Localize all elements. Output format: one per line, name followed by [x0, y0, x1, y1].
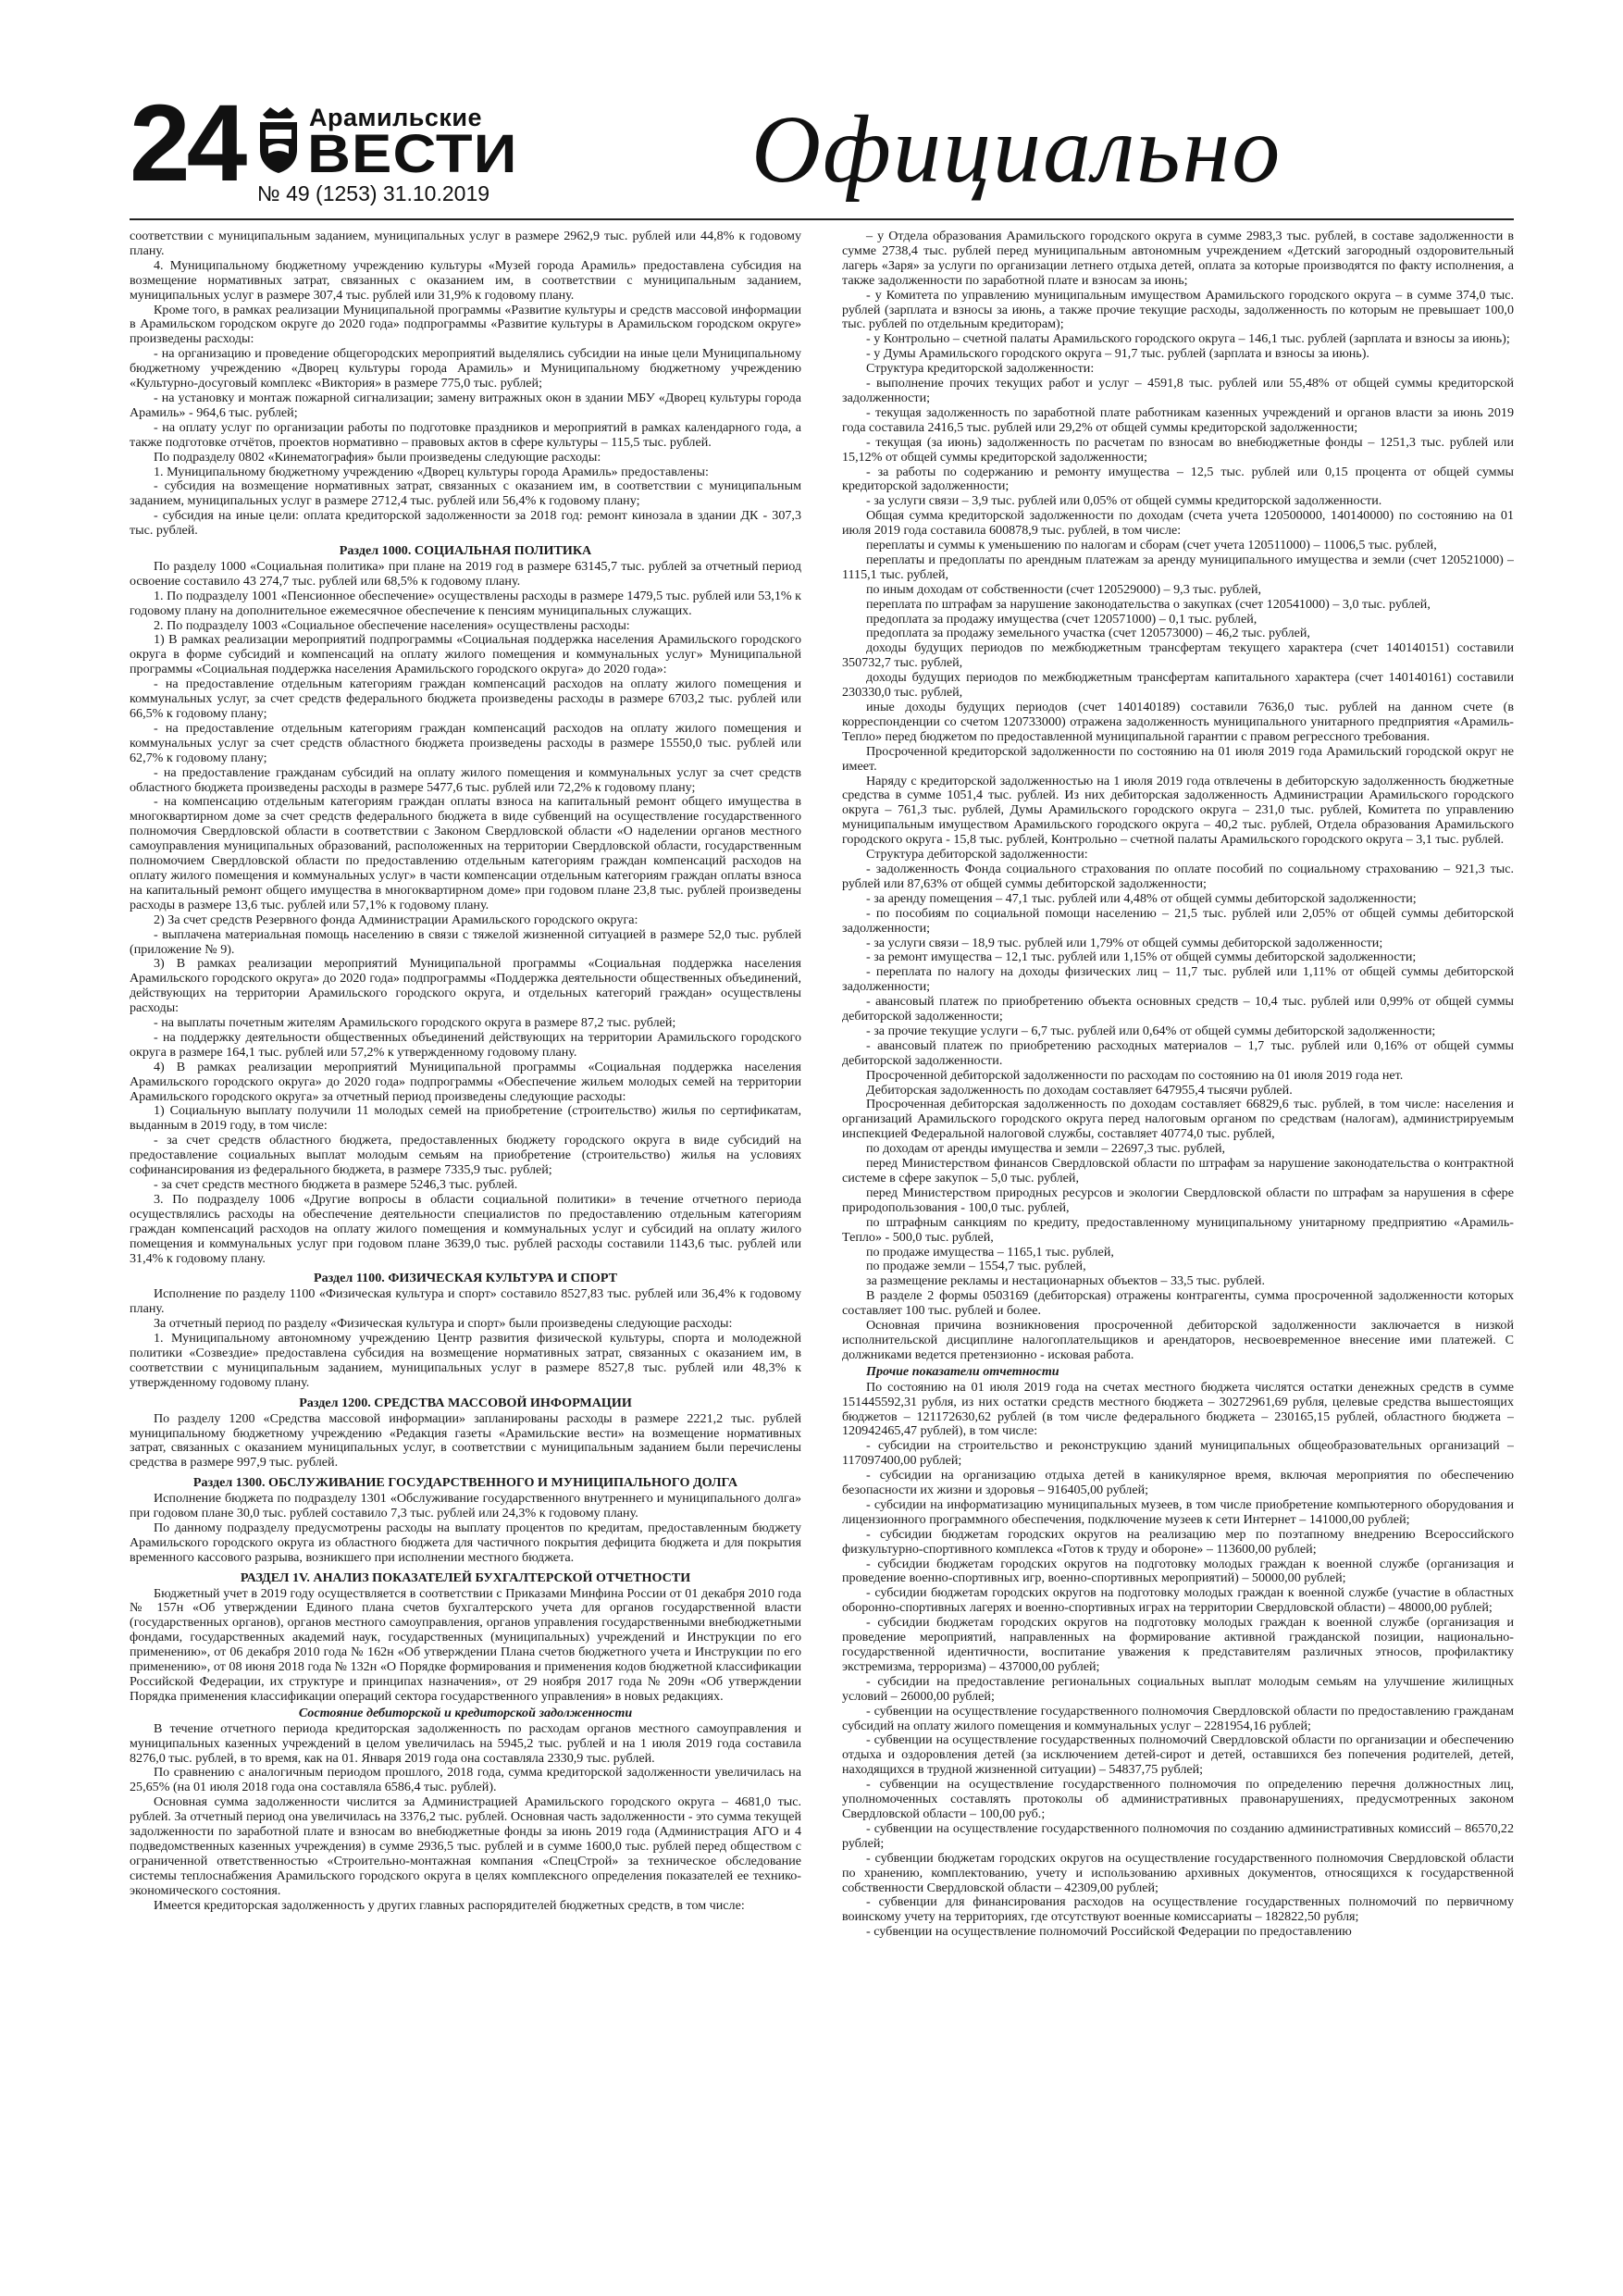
section-heading: Раздел 1000. СОЦИАЛЬНАЯ ПОЛИТИКА — [339, 543, 592, 559]
paragraph: 4) В рамках реализации мероприятий Муниципальной программы «Социальная поддержка населения Арамильского городского округа» до 2020 года» подпрограммы «Обеспечение жильем молодых семей на территории Арамильского городского округа» за отчетный период произведены следующие расходы: — [130, 1059, 801, 1104]
paragraph: - субсидия на иные цели: оплата кредиторской задолженности за 2018 год: ремонт кинозала в здании ДК - 307,3 тыс. рублей. — [130, 508, 801, 539]
paragraph: - авансовый платеж по приобретению объекта основных средств – 10,4 тыс. рублей или 0,99% от общей суммы дебиторской задолженности; — [842, 994, 1514, 1024]
paragraph: - на предоставление отдельным категориям граждан компенсаций расходов на оплату жилого помещения и коммунальных услуг, за счет средств федерального бюджета произведены расходы в размере 6703,2 тыс. рублей или 66,5% к годовому плану; — [130, 676, 801, 721]
paragraph: - субвенции для финансирования расходов на осуществление государственных полномочий по первичному воинскому учету на территориях, где отсутствуют военные комиссариаты – 182822,50 рубля; — [842, 1894, 1514, 1925]
paragraph: - субвенции на осуществление полномочий Российской Федерации по предоставлению — [866, 1924, 1352, 1940]
masthead — [0, 0, 1623, 231]
page-number: 24 — [130, 82, 244, 205]
paragraph: По состоянию на 01 июля 2019 года на счетах местного бюджета числятся остатки денежных средств в сумме 151445592,31 рубля, из них остатки средств местного бюджета – 30272961,69 рубля, целевые средства вышестоящих бюджетов – 121172630,62 рублей (в том числе федерального бюджета – 230165,15 рублей, областного бюджета – 120942465,47 рублей), в том числе: — [842, 1379, 1514, 1439]
paragraph: переплаты и предоплаты по арендным платежам за аренду муниципального имущества и земли (счет 120521000) – 1115,1 тыс. рублей, — [842, 552, 1514, 582]
paragraph: - субсидии на организацию отдыха детей в каникулярное время, включая мероприятия по обеспечению безопасности их жизни и здоровья – 916405,00 рублей; — [842, 1468, 1514, 1498]
paragraph: переплаты и суммы к уменьшению по налогам и сборам (счет учета 120511000) – 11006,5 тыс. рублей, — [866, 538, 1437, 553]
paragraph: предоплата за продажу имущества (счет 120571000) – 0,1 тыс. рублей, — [866, 611, 1258, 627]
subsection-heading: Состояние дебиторской и кредиторской задолженности — [298, 1705, 633, 1720]
paragraph: предоплата за продажу земельного участка (счет 120573000) – 46,2 тыс. рублей, — [866, 626, 1310, 641]
paragraph: по иным доходам от собственности (счет 120529000) – 9,3 тыс. рублей, — [866, 581, 1262, 597]
paragraph: - текущая задолженность по заработной плате работникам казенных учреждений и органов власти за июнь 2019 года составила 2416,5 тыс. рублей или 29,2% от общей суммы кредиторской задолженности; — [842, 404, 1514, 435]
section-heading: Раздел 1200. СРЕДСТВА МАССОВОЙ ИНФОРМАЦИИ — [299, 1395, 632, 1410]
paragraph: Исполнение бюджета по подразделу 1301 «Обслуживание государственного внутреннего и муниципального долга» при годовом плане 30,0 тыс. рублей составило 7,3 тыс. рублей или 24,3% к годовому плану. — [130, 1491, 801, 1521]
paragraph: - выплачена материальная помощь населению в связи с тяжелой жизненной ситуацией в размере 52,0 тыс. рублей (приложение № 9). — [130, 926, 801, 957]
paragraph: - у Думы Арамильского городского округа – 91,7 тыс. рублей (зарплата и взносы за июнь). — [866, 346, 1369, 362]
paragraph: - субсидия на возмещение нормативных затрат, связанных с оказанием им, в соответствии с муниципальным заданием, муниципальных услуг в размере 2712,4 тыс. рублей или 56,4% к годовому плану; — [130, 478, 801, 509]
paragraph: - на выплаты почетным жителям Арамильского городского округа в размере 87,2 тыс. рублей; — [154, 1015, 676, 1031]
paragraph: - за услуги связи – 3,9 тыс. рублей или 0,05% от общей суммы кредиторской задолженности. — [866, 493, 1382, 509]
paragraph: 1) В рамках реализации мероприятий подпрограммы «Социальная поддержка населения Арамильского городского округа в форме субсидий и компенсаций на оплату жилого помещения и коммунальных услуг» Муниципальной программы «Социальная поддержка населения Арамильского городского округа» до 2020 года»: — [130, 632, 801, 677]
paragraph: Основная сумма задолженности числится за Администрацией Арамильского городского округа – 4681,0 тыс. рублей. За отчетный период она увеличилась на 3376,2 тыс. рублей. Основная часть задолженности - это сумма текущей задолженности по заработной плате и взносам во внебюджетные фонды за июнь 2019 года (Администрация АГО и 4 подведомственных казенных учреждения) в сумме 2936,5 тыс. рублей и в сумме 1600,0 тыс. рублей перед обществом с ограниченной ответственностью «Строительно-монтажная компания «СпецСтрой» за техническое обследование системы теплоснабжения Арамильского городского округа в целях комплексного определения показателей ее технико-экономического состояния. — [130, 1794, 801, 1898]
paragraph: - авансовый платеж по приобретению расходных материалов – 1,7 тыс. рублей или 0,16% от общей суммы дебиторской задолженности. — [842, 1037, 1514, 1068]
paragraph: - на предоставление гражданам субсидий на оплату жилого помещения и коммунальных услуг за счет средств областного бюджета произведены расходы в размере 5477,6 тыс. рублей или 72,2% к годовому плану; — [130, 764, 801, 795]
paragraph: - субсидии бюджетам городских округов на подготовку молодых граждан к военной службе (организация и проведение военно-спортивных игр, военно-спортивных мероприятий) – 50000,00 рублей; — [842, 1556, 1514, 1586]
paragraph: - субсидии на информатизацию муниципальных музеев, в том числе приобретение компьютерного оборудования и лицензионного программного обеспечения, подключение музеев к сети Интернет – 141000,00 рублей; — [842, 1496, 1514, 1527]
paragraph: - за прочие текущие услуги – 6,7 тыс. рублей или 0,64% от общей суммы дебиторской задолженности; — [866, 1023, 1436, 1038]
paragraph: - за счет средств областного бюджета, предоставленных бюджету городского округа в виде субсидий на предоставление социальных выплат молодым семьям на приобретение (строительство) жилья на условиях софинансирования из федерального бюджета, в размере 7335,9 тыс. рублей; — [130, 1133, 801, 1178]
paragraph: - за счет средств местного бюджета в размере 5246,3 тыс. рублей. — [154, 1177, 518, 1192]
subsection-heading: Прочие показатели отчетности — [866, 1363, 1059, 1379]
paragraph: - текущая (за июнь) задолженность по расчетам по взносам во внебюджетные фонды – 1251,3 тыс. рублей или 15,12% от общей суммы кредиторской задолженности; — [842, 434, 1514, 465]
paragraph: по штрафным санкциям по кредиту, предоставленному муниципальному унитарному предприятию «Арамиль-Тепло» - 500,0 тыс. рублей, — [842, 1214, 1514, 1245]
section-heading: РАЗДЕЛ 1V. АНАЛИЗ ПОКАЗАТЕЛЕЙ БУХГАЛТЕРСКОЙ ОТЧЕТНОСТИ — [240, 1570, 691, 1585]
paragraph: – у Отдела образования Арамильского городского округа в сумме 2983,3 тыс. рублей, в составе задолженности в сумме 2738,4 тыс. рублей перед муниципальным автономным учреждением «Детский загородный оздоровительный лагерь «Заря» за услуги по организации летнего отдыха детей, оплата за которые производятся по факту исполнения, а также задолженности по заработной плате и взносам за июнь; — [842, 230, 1514, 288]
paragraph: перед Министерством финансов Свердловской области по штрафам за нарушение законодательства о контрактной системе в сфере закупок – 5,0 тыс. рублей, — [842, 1156, 1514, 1185]
paragraph: соответствии с муниципальным заданием, муниципальных услуг в размере 2962,9 тыс. рублей или 44,8% к годовому плану. — [130, 230, 801, 258]
paragraph: по продаже земли – 1554,7 тыс. рублей, — [866, 1259, 1086, 1274]
paragraph: 2) За счет средств Резервного фонда Администрации Арамильского городского округа: — [154, 912, 638, 927]
paragraph: доходы будущих периодов по межбюджетным трансфертам капитального характера (счет 140140161) составили 230330,0 тыс. рублей, — [842, 670, 1514, 701]
paragraph: 1) Социальную выплату получили 11 молодых семей на приобретение (строительство) жилья по сертификатам, выданным в 2019 году, в том числе: — [130, 1103, 801, 1134]
paragraph: Кроме того, в рамках реализации Муниципальной программы «Развитие культуры и средств массовой информации в Арамильском городском округе до 2020 года» подпрограммы «Развитие культуры в Арамильском городском округе» произведены расходы: — [130, 302, 801, 347]
paragraph: - за ремонт имущества – 12,1 тыс. рублей или 1,15% от общей суммы дебиторской задолженности; — [866, 949, 1417, 965]
paragraph: За отчетный период по разделу «Физическая культура и спорт» были произведены следующие расходы: — [154, 1316, 733, 1332]
paragraph: доходы будущих периодов по межбюджетным трансфертам текущего характера (счет 140140151) составили 350732,7 тыс. рублей, — [842, 640, 1514, 671]
paragraph: Просроченной дебиторской задолженности по расходам по состоянию на 01 июля 2019 года нет. — [866, 1067, 1404, 1083]
paragraph: - на компенсацию отдельным категориям граждан оплаты взноса на капитальный ремонт общего имущества в многоквартирном доме за счет средств федерального бюджета в виде субвенций на осуществление государственного полномочия Свердловской области в соответствии с Законом Свердловской области «О наделении органов местного самоуправления муниципальных образований, расположенных на территории Свердловской области, государственным полномочием Свердловской области по предоставлению отдельным категориям граждан компенсаций расходов на оплату жилого помещения и коммунальных услуг» в части компенсации отдельным категориям граждан оплаты взноса на капитальный ремонт общего имущества в многоквартирном доме» при годовом плане 23,8 тыс. рублей произведены расходы в размере 13,6 тыс. рублей или 57,1% к годовому плану. — [130, 794, 801, 912]
paragraph: 3. По подразделу 1006 «Другие вопросы в области социальной политики» в течение отчетного периода осуществлялись расходы на обеспечение деятельности специалистов по предоставлению отдельным категориям граждан компенсаций расходов на оплату жилого помещения и коммунальных услуг и субсидий на оплату жилого помещения и коммунальных услуг при годовом плане 3639,0 тыс. рублей расходы составили 1143,6 тыс. рублей или 31,4% к годовому плану. — [130, 1191, 801, 1266]
logo-title: ВЕСТИ — [307, 124, 518, 184]
paragraph: - за работы по содержанию и ремонту имущества – 12,5 тыс. рублей или 0,15 процента от общей суммы кредиторской задолженности; — [842, 464, 1514, 494]
paragraph: - субвенции бюджетам городских округов на осуществление государственного полномочия Свердловской области по хранению, комплектованию, учету и использованию архивных документов, относящихся к государственной собственности Свердловской области – 42309,00 рублей; — [842, 1850, 1514, 1895]
paragraph: - на организацию и проведение общегородских мероприятий выделялись субсидии на иные цели Муниципальному бюджетному учреждению «Дворец культуры города Арамиль» и Муниципальному бюджетному учреждению «Культурно-досуговый комплекс «Виктория» в размере 775,0 тыс. рублей; — [130, 346, 801, 391]
paragraph: 4. Муниципальному бюджетному учреждению культуры «Музей города Арамиль» предоставлена субсидия на возмещение нормативных затрат, связанных с оказанием им, в соответствии с муниципальным заданием, муниципальных услуг в размере 307,4 тыс. рублей или 31,9% к годовому плану. — [130, 257, 801, 303]
paragraph: Структура дебиторской задолженности: — [866, 847, 1088, 863]
paragraph: - на оплату услуг по организации работы по подготовке праздников и мероприятий в рамках календарного года, а также подготовке отчётов, проектов нормативно – правовых актов в сфере культуры – 115,5 тыс. рублей. — [130, 419, 801, 450]
paragraph: - переплата по налогу на доходы физических лиц – 11,7 тыс. рублей или 1,11% от общей суммы дебиторской задолженности; — [842, 964, 1514, 995]
paragraph: 2. По подразделу 1003 «Социальное обеспечение населения» осуществлены расходы: — [154, 617, 630, 633]
paragraph: переплата по штрафам за нарушение законодательства о закупках (счет 120541000) – 3,0 тыс. рублей, — [866, 596, 1431, 612]
paragraph: - субсидии бюджетам городских округов на подготовку молодых граждан к военной службе (организация и проведение мероприятий, направленных на формирование активной гражданской позиции, национально-государственной идентичности, воспитание уважения к представителям различных этносов, профилактику экстремизма, терроризма) – 437000,00 рублей; — [842, 1615, 1514, 1674]
paragraph: - субвенции на осуществление государственных полномочий Свердловской области по организации и обеспечению отдыха и оздоровления детей (за исключением детей-сирот и детей, оставшихся без попечения родителей, детей, находящихся в трудной жизненной ситуации) – 54837,75 рублей; — [842, 1732, 1514, 1778]
paragraph: Общая сумма кредиторской задолженности по доходам (счета учета 120500000, 140140000) по состоянию на 01 июля 2019 года составила 600878,9 тыс. рублей, в том числе: — [842, 508, 1514, 539]
paragraph: за размещение рекламы и нестационарных объектов – 33,5 тыс. рублей. — [866, 1273, 1265, 1289]
paragraph: Наряду с кредиторской задолженностью на 1 июля 2019 года отвлечены в дебиторскую задолженность бюджетные средства в сумме 1051,4 тыс. рублей. Из них дебиторская задолженность Администрации Арамильского городского округа – 761,3 тыс. рублей, Думы Арамильского городского округа – 231,0 тыс. рублей, Комитета по управлению муниципальным имуществом Арамильского городского округа – 40,2 тыс. рублей, Отдела образования Арамильского городского округа - 15,8 тыс. рублей, Контрольно – счетной палаты Арамильского городского округа – 3,1 тыс. рублей. — [842, 773, 1514, 848]
paragraph: - у Комитета по управлению муниципальным имуществом Арамильского городского округа – в сумме 374,0 тыс. рублей (зарплата и взносы за июнь, а также прочие текущие расходы, задолженность по которым не превышает 100,0 тыс. рублей по отдельным кредиторам); — [842, 287, 1514, 332]
paragraph: - субвенции на осуществление государственного полномочия по определению перечня должностных лиц, уполномоченных составлять протоколы об административных правонарушениях, предусмотренных законом Свердловской области – 100,00 руб.; — [842, 1777, 1514, 1821]
paragraph: В разделе 2 формы 0503169 (дебиторская) отражены контрагенты, сумма просроченной задолженности которых составляет 100 тыс. рублей и более. — [842, 1288, 1514, 1319]
paragraph: 1. Муниципальному бюджетному учреждению «Дворец культуры города Арамиль» предоставлены: — [154, 464, 709, 479]
paragraph: - на установку и монтаж пожарной сигнализации; замену витражных окон в здании МБУ «Дворец культуры города Арамиль» - 964,6 тыс. рублей; — [130, 390, 801, 420]
paragraph: перед Министерством природных ресурсов и экологии Свердловской области по штрафам за нарушения в сфере природопользования - 100,0 тыс. рублей, — [842, 1185, 1514, 1215]
paragraph: - выполнение прочих текущих работ и услуг – 4591,8 тыс. рублей или 55,48% от общей суммы кредиторской задолженности; — [842, 376, 1514, 405]
paragraph: - на предоставление отдельным категориям граждан компенсаций расходов на оплату жилого помещения и коммунальных услуг за счет средств областного бюджета произведены расходы в размере 15550,0 тыс. рублей или 62,7% к годовому плану; — [130, 720, 801, 765]
paragraph: По разделу 1000 «Социальная политика» при плане на 2019 год в размере 63145,7 тыс. рублей за отчетный период освоение составило 43 274,7 тыс. рублей или 68,5% к годовому плану. — [130, 558, 801, 589]
header-divider — [130, 218, 1514, 220]
paragraph: Дебиторская задолженность по доходам составляет 647955,4 тысячи рублей. — [866, 1082, 1293, 1098]
paragraph: по доходам от аренды имущества и земли – 22697,3 тыс. рублей, — [866, 1141, 1226, 1157]
paragraph: По данному подразделу предусмотрены расходы на выплату процентов по кредитам, предоставленным бюджету Арамильского городского округа из областного бюджета для частичного покрытия дефицита бюджета и для покрытия временного кассового разрыва, возникшего при исполнении местного бюджета. — [130, 1520, 801, 1565]
paragraph: по продаже имущества – 1165,1 тыс. рублей, — [866, 1244, 1114, 1260]
paragraph: - за услуги связи – 18,9 тыс. рублей или 1,79% от общей суммы дебиторской задолженности; — [866, 935, 1383, 950]
paragraph: По подразделу 0802 «Кинематография» были произведены следующие расходы: — [154, 449, 601, 465]
paragraph: - субвенции на осуществление государственного полномочия по созданию административных комиссий – 86570,22 рублей; — [842, 1820, 1514, 1851]
paragraph: - субсидии на строительство и реконструкцию зданий муниципальных общеобразовательных организаций – 117097400,00 рублей; — [842, 1438, 1514, 1469]
paragraph: Просроченной кредиторской задолженности по состоянию на 01 июля 2019 года Арамильский городской округ не имеет. — [842, 743, 1514, 774]
right-column — [842, 230, 1514, 2279]
paragraph: По сравнению с аналогичным периодом прошлого, 2018 года, сумма кредиторской задолженности увеличилась на 25,65% (на 01 июля 2018 года она составляла 6586,4 тыс. рублей). — [130, 1765, 801, 1795]
paragraph: - субсидии на предоставление региональных социальных выплат молодым семьям на улучшение жилищных условий – 26000,00 рублей; — [842, 1673, 1514, 1704]
section-heading: Раздел 1300. ОБСЛУЖИВАНИЕ ГОСУДАРСТВЕННОГО И МУНИЦИПАЛЬНОГО ДОЛГА — [192, 1475, 738, 1491]
logo-subtitle: Арамильские — [309, 104, 482, 131]
paragraph: Основная причина возникновения просроченной дебиторской задолженности заключается в низкой исполнительской дисциплине налогоплательщиков и арендаторов, несвоевременное внесение ими платежей. С должниками ведется претензионно - исковая работа. — [842, 1318, 1514, 1362]
paragraph: Структура кредиторской задолженности: — [866, 361, 1095, 377]
paragraph: - у Контрольно – счетной палаты Арамильского городского округа – 146,1 тыс. рублей (зарплата и взносы за июнь); — [866, 331, 1510, 347]
paragraph: Имеется кредиторская задолженность у других главных распорядителей бюджетных средств, в том числе: — [154, 1897, 745, 1913]
paragraph: Исполнение по разделу 1100 «Физическая культура и спорт» составило 8527,83 тыс. рублей или 36,4% к годовому плану. — [130, 1286, 801, 1317]
paragraph: иные доходы будущих периодов (счет 140140189) составили 7636,0 тыс. рублей на данном счете (в корреспонденции со счетом 120733000) отражена задолженность муниципального унитарного предприятия «Арамиль-Тепло» перед бюджетом по предоставленной муниципальной гарантии с правом регрессного требования. — [842, 700, 1514, 744]
section-title: Официально — [751, 96, 1282, 203]
paragraph: - субсидии бюджетам городских округов на подготовку молодых граждан к военной службе (участие в областных оборонно-спортивных лагерях и военно-спортивных играх на территории Свердловской области) – 48000,00 рублей; — [842, 1585, 1514, 1616]
paragraph: Просроченная дебиторская задолженность по доходам составляет 66829,6 тыс. рублей, в том числе: населения и организаций Арамильского городского округа перед налоговым органом по средствам (налогам), администрируемым инспекцией Федеральной налоговой службы, составляет 40774,0 тыс. рублей, — [842, 1097, 1514, 1142]
paragraph: 3) В рамках реализации мероприятий Муниципальной программы «Социальная поддержка населения Арамильского городского округа» до 2020 года» подпрограммы «Поддержка деятельности общественных объединений, действующих на территории Арамильского городского округа, и отдельных категорий граждан» осуществлены расходы: — [130, 956, 801, 1016]
issue-number-date: № 49 (1253) 31.10.2019 — [257, 181, 490, 205]
section-heading: Раздел 1100. ФИЗИЧЕСКАЯ КУЛЬТУРА И СПОРТ — [313, 1271, 618, 1286]
coat-of-arms-icon — [257, 105, 300, 174]
paragraph: - по пособиям по социальной помощи населению – 21,5 тыс. рублей или 2,05% от общей суммы дебиторской задолженности; — [842, 905, 1514, 936]
paragraph: - субсидии бюджетам городских округов на реализацию мер по поэтапному внедрению Всероссийского физкультурно-спортивного комплекса «Готов к труду и обороне» – 113600,00 рублей; — [842, 1526, 1514, 1557]
paragraph: 1. По подразделу 1001 «Пенсионное обеспечение» осуществлены расходы в размере 1479,5 тыс. рублей или 53,1% к годовому плану на дополнительное ежемесячное обеспечение к пенсиям муниципальных служащих. — [130, 588, 801, 618]
paragraph: - задолженность Фонда социального страхования по оплате пособий по социальному страхованию – 921,3 тыс. рублей или 87,63% от общей суммы дебиторской задолженности; — [842, 861, 1514, 891]
paragraph: По разделу 1200 «Средства массовой информации» запланированы расходы в размере 2221,2 тыс. рублей муниципальному бюджетному учреждению «Редакция газеты «Арамильские вести» на возмещение нормативных затрат, связанных с оказанием муниципальных услуг, в соответствии с муниципальным заданием были перечислены средства в размере 997,9 тыс. рублей. — [130, 1410, 801, 1471]
paragraph: - субвенции на осуществление государственного полномочия Свердловской области по предоставлению гражданам субсидий на оплату жилого помещения и коммунальных услуг – 2281954,16 рублей; — [842, 1703, 1514, 1733]
paragraph: - за аренду помещения – 47,1 тыс. рублей или 4,48% от общей суммы дебиторской задолженности; — [866, 890, 1417, 906]
paragraph: В течение отчетного периода кредиторская задолженность по расходам органов местного самоуправления и муниципальных казенных учреждений в целом увеличилась на 5945,2 тыс. рублей и на 1 июля 2019 года составила 8276,0 тыс. рублей, в то время, как на 01. Января 2019 года она составляла 2330,9 тыс. рублей. — [130, 1720, 801, 1766]
newspaper-logo[interactable] — [257, 100, 518, 184]
left-column — [130, 230, 801, 2279]
paragraph: Бюджетный учет в 2019 году осуществляется в соответствии с Приказами Минфина России от 01 декабря 2010 года № 157н «Об утверждении Единого плана счетов бухгалтерского учета для органов государственной власти (государственных органов), органов местного самоуправления, органов управления государственными внебюджетными фондами, государственных академий наук, государственных (муниципальных) учреждений и Инструкции по его применению», от 06 декабря 2010 года № 162н «Об утверждении Плана счетов бюджетного учета и Инструкции по его применению», от 08 июня 2018 года № 132н «О Порядке формирования и применения кодов бюджетной классификации Российской Федерации, их структуре и принципах назначения», от 29 ноября 2017 года № 209н «Об утверждении Порядка применения классификации операций сектора государственного управления» в новых редакциях. — [130, 1585, 801, 1704]
paragraph: - на поддержку деятельности общественных объединений действующих на территории Арамильского городского округа в размере 164,1 тыс. рублей или 57,2% к утвержденному годовому плану. — [130, 1029, 801, 1060]
paragraph: 1. Муниципальному автономному учреждению Центр развития физической культуры, спорта и молодежной политики «Созвездие» предоставлена субсидия на возмещение нормативных затрат, связанных с оказанием им, в соответствии с муниципальным заданием, муниципальных услуг в размере 8527,8 тыс. рублей или 48,3% к утвержденному годовому плану. — [130, 1331, 801, 1390]
